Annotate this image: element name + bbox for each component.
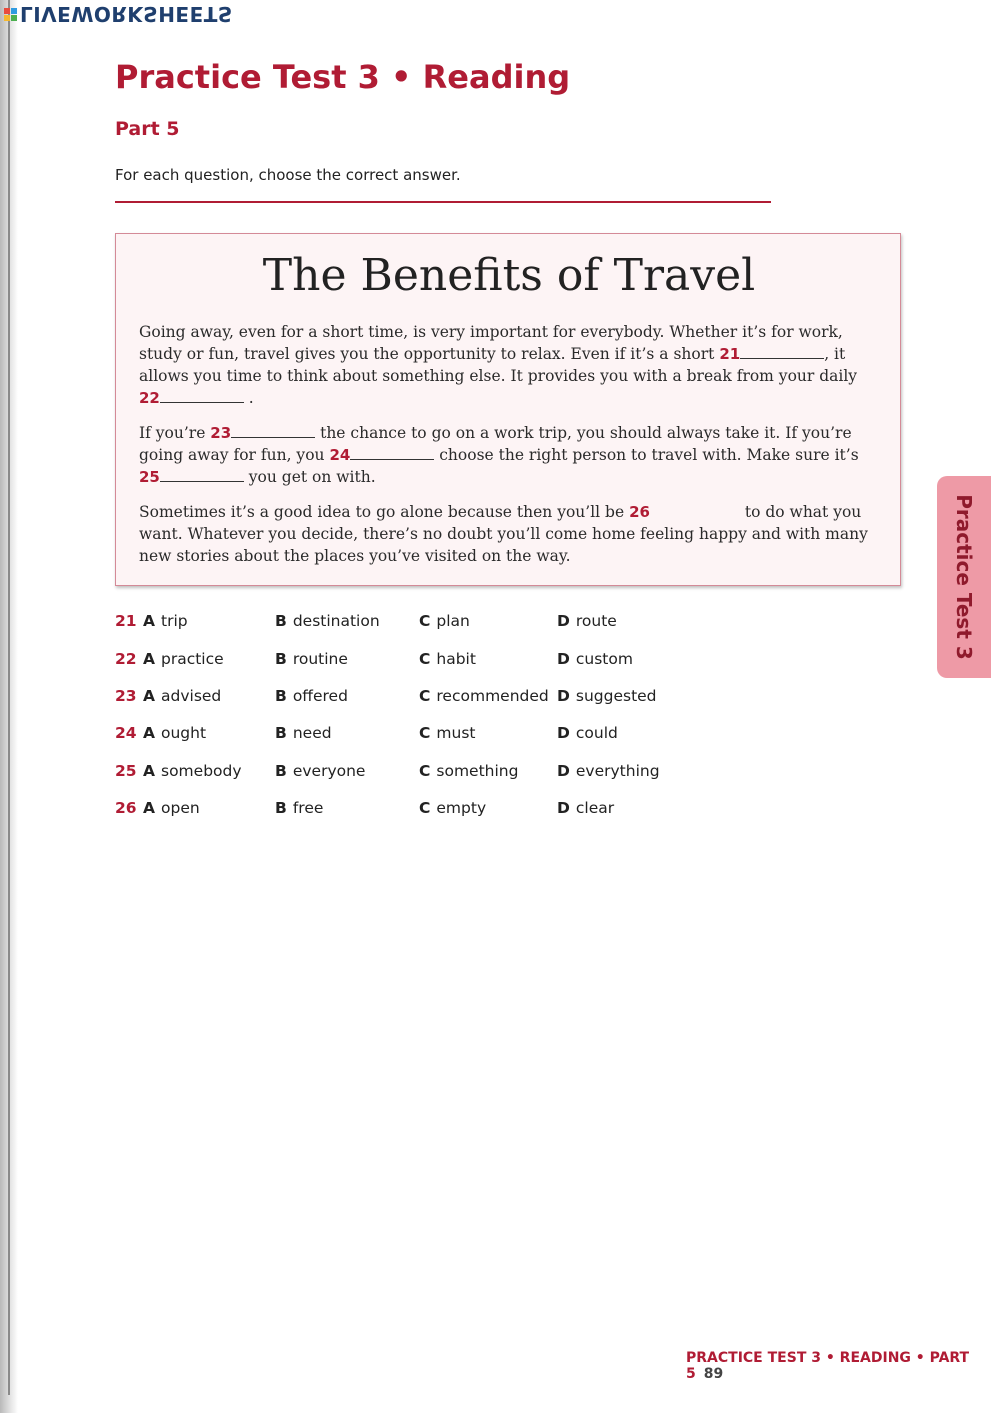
option-text: somebody bbox=[161, 762, 242, 780]
option-text: empty bbox=[436, 799, 487, 817]
option-b[interactable] bbox=[275, 724, 332, 742]
option-letter: A bbox=[143, 687, 155, 705]
page-number: 89 bbox=[703, 1366, 724, 1382]
option-d[interactable] bbox=[557, 650, 633, 668]
question-number: 24 bbox=[115, 724, 137, 742]
option-text: ought bbox=[161, 724, 207, 742]
option-text: must bbox=[436, 724, 476, 742]
article-box bbox=[115, 233, 901, 586]
liveworksheets-logo-icon bbox=[4, 8, 18, 22]
option-text: need bbox=[292, 724, 332, 742]
option-text: could bbox=[575, 724, 618, 742]
question-number: 26 bbox=[115, 799, 137, 817]
option-letter: C bbox=[419, 724, 431, 742]
option-c[interactable] bbox=[419, 762, 518, 780]
option-text: trip bbox=[161, 612, 188, 630]
option-c[interactable] bbox=[419, 724, 475, 742]
option-text: suggested bbox=[575, 687, 657, 705]
option-text: something bbox=[436, 762, 519, 780]
option-c[interactable] bbox=[419, 799, 486, 817]
watermark-logo bbox=[4, 2, 233, 26]
option-letter: B bbox=[275, 650, 287, 668]
side-tab-label: Practice Test 3 bbox=[952, 494, 976, 660]
option-letter: B bbox=[275, 799, 287, 817]
page-spine-line bbox=[8, 0, 10, 1395]
header-divider bbox=[115, 201, 771, 203]
gap-blank-23[interactable] bbox=[231, 423, 315, 438]
option-b[interactable] bbox=[275, 687, 348, 705]
option-letter: D bbox=[557, 612, 570, 630]
option-a[interactable] bbox=[143, 687, 221, 705]
option-a[interactable] bbox=[143, 612, 188, 630]
question-number: 21 bbox=[115, 612, 137, 630]
option-letter: D bbox=[557, 687, 570, 705]
option-text: routine bbox=[292, 650, 348, 668]
option-text: clear bbox=[575, 799, 615, 817]
question-row-23 bbox=[115, 687, 675, 711]
page-footer bbox=[686, 1350, 1000, 1382]
article-paragraph-2 bbox=[139, 422, 869, 488]
option-c[interactable] bbox=[419, 687, 549, 705]
question-number: 23 bbox=[115, 687, 137, 705]
option-letter: A bbox=[143, 724, 155, 742]
option-text: everyone bbox=[292, 762, 366, 780]
option-letter: D bbox=[557, 799, 570, 817]
option-letter: A bbox=[143, 799, 155, 817]
option-b[interactable] bbox=[275, 762, 365, 780]
article-paragraph-3 bbox=[139, 501, 869, 567]
paragraph-text: to do what you want. Whatever you decide, there’s no doubt you’ll come home feeling happy and with many new stories about the places you’ve visited on the way. bbox=[139, 503, 868, 565]
page-title: Practice Test 3 • Reading bbox=[115, 58, 571, 96]
option-a[interactable] bbox=[143, 724, 206, 742]
article-title: The Benefits of Travel bbox=[262, 250, 756, 301]
footer-running-title: PRACTICE TEST 3 • READING • PART 5 bbox=[686, 1350, 970, 1382]
question-row-24 bbox=[115, 724, 675, 748]
option-c[interactable] bbox=[419, 650, 476, 668]
option-d[interactable] bbox=[557, 762, 660, 780]
option-letter: D bbox=[557, 762, 570, 780]
option-text: free bbox=[292, 799, 324, 817]
option-a[interactable] bbox=[143, 799, 200, 817]
option-letter: D bbox=[557, 650, 570, 668]
question-number: 22 bbox=[115, 650, 137, 668]
paragraph-text: . bbox=[243, 389, 254, 407]
article-paragraph-1 bbox=[139, 321, 869, 409]
option-letter: C bbox=[419, 762, 431, 780]
question-row-22 bbox=[115, 650, 675, 674]
option-d[interactable] bbox=[557, 724, 618, 742]
question-row-25 bbox=[115, 762, 675, 786]
gap-blank-22[interactable] bbox=[160, 388, 244, 403]
option-text: advised bbox=[161, 687, 222, 705]
option-a[interactable] bbox=[143, 650, 224, 668]
gap-number-21: 21 bbox=[719, 345, 741, 363]
side-section-tab bbox=[937, 476, 991, 678]
option-letter: B bbox=[275, 762, 287, 780]
gap-number-26: 26 bbox=[629, 503, 650, 521]
option-letter: B bbox=[275, 724, 287, 742]
option-letter: A bbox=[143, 650, 155, 668]
option-text: destination bbox=[292, 612, 380, 630]
option-letter: B bbox=[275, 687, 287, 705]
option-text: custom bbox=[575, 650, 633, 668]
option-a[interactable] bbox=[143, 762, 242, 780]
option-letter: C bbox=[419, 650, 431, 668]
question-row-26 bbox=[115, 799, 675, 823]
paragraph-text: Sometimes it’s a good idea to go alone because then you’ll be bbox=[139, 503, 630, 521]
option-letter: B bbox=[275, 612, 287, 630]
option-text: open bbox=[161, 799, 200, 817]
paragraph-text: the chance to go on a work trip, you should always take it. If you’re going away for fun, you bbox=[139, 424, 852, 464]
paragraph-text: Going away, even for a short time, is very important for everybody. Whether it’s for work, study or fun, travel gives you the opportunity to relax. Even if it’s a short bbox=[139, 323, 843, 363]
paragraph-text: choose the right person to travel with. Make sure it’s bbox=[434, 446, 859, 464]
option-text: offered bbox=[292, 687, 348, 705]
instruction-text: For each question, choose the correct answer. bbox=[115, 166, 461, 184]
gap-blank-24[interactable] bbox=[350, 445, 434, 460]
option-d[interactable] bbox=[557, 799, 614, 817]
option-letter: A bbox=[143, 762, 155, 780]
gap-number-24: 24 bbox=[329, 446, 351, 464]
gap-blank-21[interactable] bbox=[740, 344, 824, 359]
option-letter: A bbox=[143, 612, 155, 630]
option-d[interactable] bbox=[557, 612, 617, 630]
watermark-text: LIVEWORKSHEETS bbox=[20, 2, 233, 26]
question-number: 25 bbox=[115, 762, 137, 780]
option-c[interactable] bbox=[419, 612, 470, 630]
gap-number-22: 22 bbox=[139, 389, 160, 407]
option-text: practice bbox=[161, 650, 224, 668]
gap-number-25: 25 bbox=[139, 468, 160, 486]
paragraph-text: If you’re bbox=[139, 424, 211, 442]
option-text: plan bbox=[436, 612, 470, 630]
option-text: habit bbox=[436, 650, 476, 668]
option-text: route bbox=[575, 612, 617, 630]
option-text: everything bbox=[575, 762, 660, 780]
part-heading: Part 5 bbox=[115, 118, 180, 140]
gap-number-23: 23 bbox=[210, 424, 232, 442]
gap-blank-26[interactable] bbox=[650, 502, 740, 517]
option-d[interactable] bbox=[557, 687, 657, 705]
option-b[interactable] bbox=[275, 799, 323, 817]
option-letter: C bbox=[419, 687, 431, 705]
option-b[interactable] bbox=[275, 650, 348, 668]
paragraph-text: you get on with. bbox=[243, 468, 376, 486]
option-b[interactable] bbox=[275, 612, 380, 630]
option-letter: D bbox=[557, 724, 570, 742]
option-letter: C bbox=[419, 612, 431, 630]
paragraph-text: , it allows you time to think about something else. It provides you with a break from your daily bbox=[139, 345, 858, 385]
gap-blank-25[interactable] bbox=[160, 467, 244, 482]
option-letter: C bbox=[419, 799, 431, 817]
option-text: recommended bbox=[436, 687, 549, 705]
question-row-21 bbox=[115, 612, 675, 636]
